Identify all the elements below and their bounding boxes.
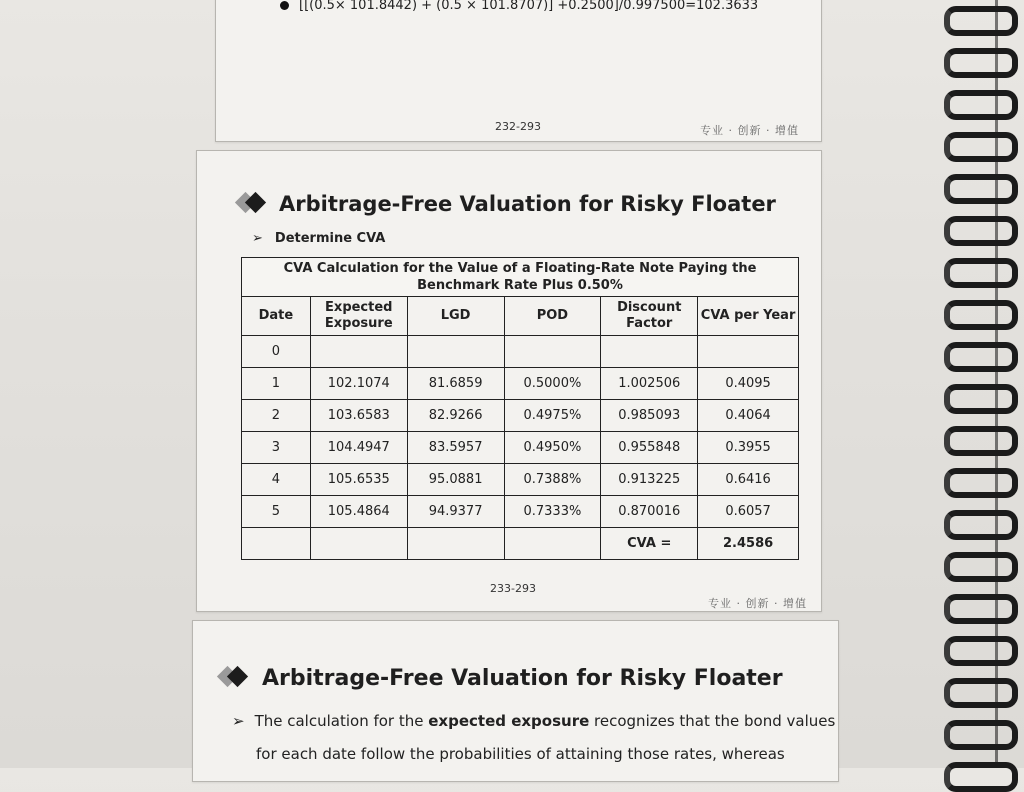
slide-title: Arbitrage-Free Valuation for Risky Floater (262, 666, 783, 691)
cva-total-value: 2.4586 (698, 528, 799, 560)
binder-ring (944, 468, 1018, 498)
arrow-bullet-icon: ➢ (232, 712, 245, 730)
bullet-dot-icon (280, 1, 289, 10)
para-text: recognizes that the bond values (589, 712, 836, 730)
arrow-bullet-icon: ➢ (252, 231, 263, 246)
table-cell: 103.6583 (310, 400, 407, 432)
table-cell: 0.3955 (698, 432, 799, 464)
bullet-item (252, 231, 385, 246)
binder-ring (944, 216, 1018, 246)
binder-ring (944, 132, 1018, 162)
table-cell: 0.4095 (698, 368, 799, 400)
binder-ring (944, 762, 1018, 792)
table-cell (407, 336, 504, 368)
table-cell (310, 336, 407, 368)
table-cell: 0 (242, 336, 311, 368)
table-cell (310, 528, 407, 560)
header-cell: CVA per Year (698, 297, 799, 336)
table-cell: 5 (242, 496, 311, 528)
page-number: 233-293 (490, 582, 536, 595)
table-cell: 0.985093 (601, 400, 698, 432)
table-row (242, 336, 799, 368)
binder-ring (944, 510, 1018, 540)
table-cell (407, 528, 504, 560)
table-row (242, 496, 799, 528)
spiral-binding (932, 0, 1024, 768)
binder-ring (944, 678, 1018, 708)
binder-ring (944, 300, 1018, 330)
table-cell: 0.4950% (504, 432, 601, 464)
table-row (242, 368, 799, 400)
paragraph-line: for each date follow the probabilities of attaining those rates, whereas (256, 745, 785, 763)
table-cell: 94.9377 (407, 496, 504, 528)
header-cell: Expected Exposure (310, 297, 407, 336)
table-cell: 1.002506 (601, 368, 698, 400)
table-cell: 105.4864 (310, 496, 407, 528)
binder-ring (944, 90, 1018, 120)
table-cell: 0.7333% (504, 496, 601, 528)
binder-ring (944, 720, 1018, 750)
table-cell (504, 528, 601, 560)
table-caption: CVA Calculation for the Value of a Floating-Rate Note Paying the Benchmark Rate Plus 0.50% (241, 257, 799, 296)
formula-line (280, 0, 758, 13)
table-cell (698, 336, 799, 368)
table-cell: 0.955848 (601, 432, 698, 464)
table-cell (242, 528, 311, 560)
table-header-row (242, 297, 799, 336)
table-cell: 102.1074 (310, 368, 407, 400)
cva-total-label: CVA = (601, 528, 698, 560)
header-cell: Discount Factor (601, 297, 698, 336)
diamond-bullet-icon (236, 192, 276, 214)
table-cell: 81.6859 (407, 368, 504, 400)
table-cell: 0.6416 (698, 464, 799, 496)
binder-ring (944, 594, 1018, 624)
table-cell: 2 (242, 400, 311, 432)
binder-ring (944, 384, 1018, 414)
table-total-row (242, 528, 799, 560)
table-cell: 104.4947 (310, 432, 407, 464)
header-cell: Date (242, 297, 311, 336)
table-cell: 0.870016 (601, 496, 698, 528)
table-cell: 1 (242, 368, 311, 400)
cva-table (241, 257, 799, 560)
binder-ring (944, 552, 1018, 582)
table-cell: 0.7388% (504, 464, 601, 496)
binder-ring (944, 6, 1018, 36)
table-cell: 83.5957 (407, 432, 504, 464)
header-cell: POD (504, 297, 601, 336)
table-row (242, 432, 799, 464)
bullet-text: Determine CVA (274, 231, 386, 246)
table-cell: 0.913225 (601, 464, 698, 496)
binder-ring (944, 636, 1018, 666)
binder-ring (944, 48, 1018, 78)
table-cell (504, 336, 601, 368)
para-bold-text: expected exposure (428, 712, 590, 730)
brand-tagline: 专业 · 创新 · 增值 (700, 124, 799, 137)
table-cell (601, 336, 698, 368)
slide-title: Arbitrage-Free Valuation for Risky Floater (279, 192, 776, 216)
table-cell: 82.9266 (407, 400, 504, 432)
brand-tagline: 专业 · 创新 · 增值 (708, 597, 807, 610)
paragraph-line (232, 712, 835, 730)
table-row (242, 400, 799, 432)
binder-ring (944, 174, 1018, 204)
table-cell: 0.5000% (504, 368, 601, 400)
binder-ring (944, 342, 1018, 372)
para-text: The calculation for the (254, 712, 429, 730)
table-cell: 0.6057 (698, 496, 799, 528)
page-number: 232-293 (495, 120, 541, 133)
table-cell: 0.4064 (698, 400, 799, 432)
binder-ring (944, 258, 1018, 288)
table-cell: 105.6535 (310, 464, 407, 496)
table-cell: 0.4975% (504, 400, 601, 432)
table-cell: 3 (242, 432, 311, 464)
table-cell: 4 (242, 464, 311, 496)
table-row (242, 464, 799, 496)
binder-ring (944, 426, 1018, 456)
formula-text: [[(0.5× 101.8442) + (0.5 × 101.8707)] +0.2500]/0.997500=102.3633 (299, 0, 759, 13)
diamond-bullet-icon (218, 666, 258, 688)
header-cell: LGD (407, 297, 504, 336)
table-cell: 95.0881 (407, 464, 504, 496)
